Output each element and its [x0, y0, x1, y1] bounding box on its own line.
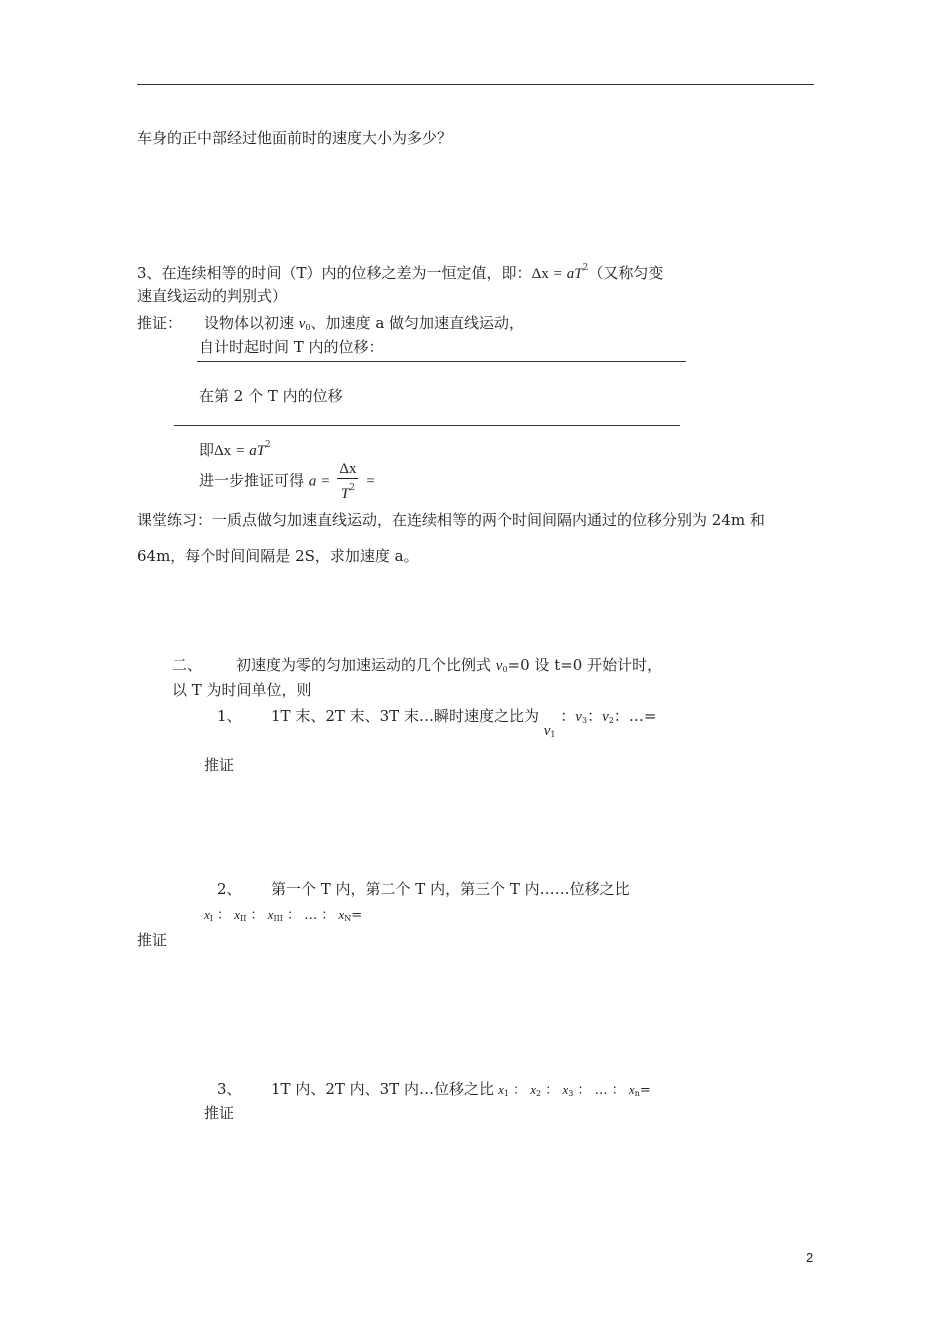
- item-1-statement: [271, 706, 657, 739]
- square-exponent: 2: [582, 263, 589, 273]
- x-symbol: x: [267, 907, 274, 922]
- part-2-number: 二、: [172, 656, 203, 674]
- item-1-text: 1T 末、2T 末、3T 末…瞬时速度之比为: [271, 707, 539, 725]
- x-symbol: x: [234, 907, 241, 922]
- proof-label: 推证：: [137, 314, 183, 332]
- square-exponent: 2: [265, 440, 271, 450]
- a-t-term: aT: [566, 266, 583, 282]
- v3-symbol: v: [575, 709, 582, 725]
- ratio-colon: ：: [513, 1083, 527, 1098]
- x-subscript-iii: III: [273, 914, 283, 923]
- x-symbol: x: [498, 1082, 504, 1097]
- proof-2-label: 推证: [137, 931, 168, 949]
- ratio-colon: ：: [250, 908, 264, 923]
- item-2-text: 第一个 T 内，第二个 T 内，第三个 T 内……位移之比: [271, 880, 630, 898]
- v2-symbol: v: [602, 709, 609, 725]
- ellipsis: …: [304, 908, 318, 923]
- proof-statement: [204, 313, 524, 338]
- ratio-colon: ：: [577, 1083, 591, 1098]
- ratio-colon: ：: [217, 908, 231, 923]
- v-subscript-0: 0: [305, 323, 311, 332]
- v-symbol: v: [298, 316, 306, 332]
- proof-1-label: 推证: [204, 756, 235, 774]
- ratio-colon: ：: [321, 908, 335, 923]
- delta-x: Δx: [214, 443, 232, 459]
- ji-line: [199, 435, 271, 461]
- section-3-heading: [137, 258, 663, 284]
- item-1-tail: ：…=: [613, 707, 657, 725]
- x-subscript-1: 1: [503, 1089, 509, 1098]
- further-proof-line: [199, 460, 375, 503]
- v2-subscript: 2: [608, 716, 614, 725]
- x-subscript-i: I: [209, 914, 213, 923]
- ratio-colon: ：: [611, 1083, 625, 1098]
- x-subscript-ii: II: [240, 914, 247, 923]
- part-2-title: [236, 655, 662, 680]
- fraction-numerator: Δx: [339, 461, 357, 477]
- ellipsis: …: [594, 1083, 608, 1098]
- a-t-term: aT: [249, 443, 266, 459]
- equals-sign: =: [553, 266, 562, 282]
- t-symbol: T: [340, 486, 350, 502]
- equals-sign: =: [366, 473, 375, 490]
- x-subscript-2: 2: [536, 1089, 542, 1098]
- x-symbol: x: [530, 1082, 537, 1097]
- x-subscript-3: 3: [568, 1089, 574, 1098]
- x-symbol: x: [628, 1082, 635, 1097]
- equals-sign: =: [321, 473, 330, 490]
- item-3-tail: =: [639, 1083, 651, 1098]
- item-2-number: 2、: [217, 880, 242, 898]
- part-2-line-2: 以 T 为时间单位，则: [172, 681, 312, 699]
- second-t-displacement-label: 在第 2 个 T 内的位移: [199, 387, 343, 405]
- ji-text: 即: [199, 441, 215, 459]
- proof-3-label: 推证: [204, 1104, 235, 1122]
- v-subscript-0: 0: [502, 665, 508, 674]
- v1-subscript: 1: [550, 730, 556, 739]
- v-symbol: v: [495, 658, 503, 674]
- first-t-displacement-label: 自计时起时间 T 内的位移：: [199, 338, 384, 356]
- item-2-ratio: [204, 905, 362, 929]
- first-t-answer-line: [197, 361, 686, 362]
- ratio-colon: ：: [287, 908, 301, 923]
- v3-subscript: 3: [581, 716, 588, 725]
- proof-text-a: 设物体以初速: [204, 314, 299, 332]
- item-3-number: 3、: [217, 1080, 242, 1098]
- x-subscript-n: n: [634, 1089, 640, 1098]
- section-3-intro: 3、在连续相等的时间（T）内的位移之差为一恒定值，即：: [137, 264, 532, 282]
- delta-x: Δx: [531, 266, 549, 282]
- page-number: 2: [806, 1250, 814, 1265]
- further-text: 进一步推证可得: [199, 471, 305, 490]
- a-symbol: a: [308, 473, 317, 490]
- x-subscript-n: N: [344, 914, 352, 923]
- second-t-answer-line: [174, 425, 680, 426]
- header-rule: [137, 84, 814, 85]
- item-3-statement: [271, 1079, 651, 1104]
- part-2-title-b: =0 设 t=0 开始计时，: [507, 656, 663, 674]
- part-2-title-a: 初速度为零的匀加速运动的几个比例式: [236, 656, 496, 674]
- v1-symbol: v: [543, 723, 551, 739]
- item-1-number: 1、: [217, 707, 242, 725]
- exercise-line-1: 课堂练习：一质点做匀加速直线运动，在连续相等的两个时间间隔内通过的位移分别为 24m 和: [137, 511, 765, 529]
- section-3-tail: （又称匀变: [588, 264, 664, 282]
- equals-sign: =: [235, 443, 245, 459]
- proof-text-b: 、加速度 a 做匀加速直线运动，: [310, 314, 525, 332]
- x-symbol: x: [338, 907, 345, 922]
- car-question-line: 车身的正中部经过他面前时的速度大小为多少？: [137, 129, 453, 147]
- square-exponent: 2: [349, 483, 355, 493]
- exercise-line-2: 64m，每个时间间隔是 2S，求加速度 a。: [137, 547, 419, 565]
- delta-x-over-t-squared: [337, 460, 358, 503]
- x-symbol: x: [204, 907, 210, 922]
- ratio-colon: ：: [587, 709, 603, 725]
- section-3-line-2: 速直线运动的判别式）: [137, 287, 288, 305]
- item-3-text: 1T 内、2T 内、3T 内…位移之比: [271, 1080, 494, 1098]
- item-2-tail: =: [351, 908, 363, 923]
- x-symbol: x: [562, 1082, 569, 1097]
- ratio-colon: ：: [560, 709, 576, 725]
- ratio-colon: ：: [545, 1083, 559, 1098]
